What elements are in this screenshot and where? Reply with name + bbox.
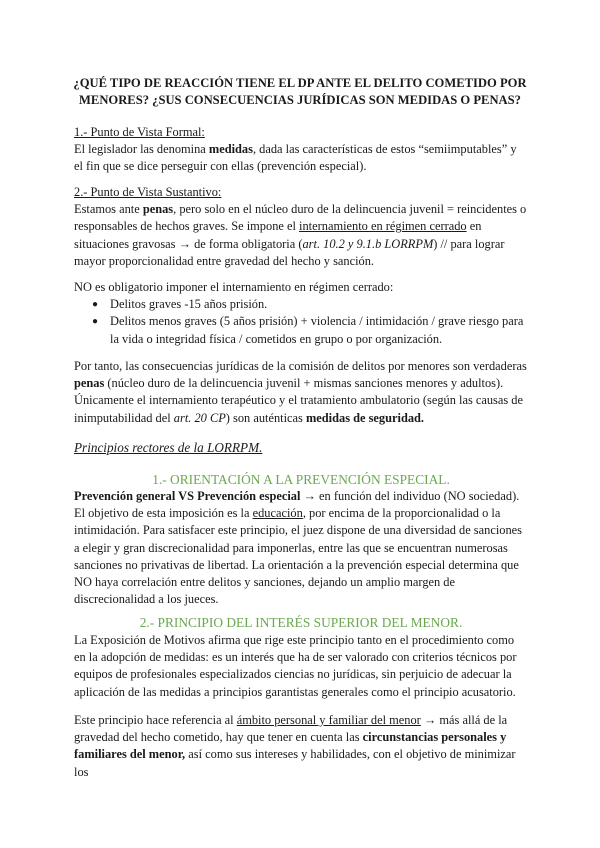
sustantivo-italic: art. 10.2 y 9.1.b LORRPM xyxy=(302,236,434,251)
section-1-underline: educación xyxy=(252,506,303,521)
section-2-underline: ámbito personal y familiar del menor xyxy=(236,713,421,727)
formal-heading: 1.- Punto de Vista Formal: xyxy=(74,125,205,139)
section-1-line-1 xyxy=(74,488,528,505)
list-item-text: Delitos graves -15 años prisión. xyxy=(110,297,268,312)
conclusion-text-a: Por tanto, las consecuencias jurídicas de la comisión de delitos por menores son verdaderas xyxy=(74,359,527,373)
formal-bold: medidas xyxy=(208,142,253,157)
list-item xyxy=(74,296,528,313)
list-item xyxy=(74,313,528,347)
section-1-paragraph xyxy=(74,505,528,608)
sustantivo-text-b: , pero solo en el núcleo duro de la delincuencia juvenil = reincidentes o responsables de hechos graves. Se impone el xyxy=(74,202,527,234)
principios-heading: Principios rectores de la LORRPM. xyxy=(74,440,263,455)
section-1-line-1-rest: → en función del individuo (NO sociedad). xyxy=(300,489,520,503)
sustantivo-underline: internamiento en régimen cerrado xyxy=(299,219,467,234)
sustantivo-paragraph xyxy=(74,201,528,270)
section-2-text-c: así como sus intereses y habilidades, con el objetivo de minimizar los xyxy=(74,747,516,779)
formal-text-rest: , dada las características de estos “semiimputables” y el fin que se dice perseguir con ellas (prevención especial). xyxy=(74,142,517,174)
sustantivo-text-d: ) // para lograr mayor proporcionalidad entre gravedad del hecho y sanción. xyxy=(74,236,505,268)
bullet-icon: ● xyxy=(92,316,99,328)
section-1-bold: Prevención general VS Prevención especial xyxy=(74,489,301,503)
bullet-icon: ● xyxy=(92,299,99,311)
section-2-heading: 2.- PRINCIPIO DEL INTERÉS SUPERIOR DEL MENOR. xyxy=(139,615,463,630)
sustantivo-text-a: Estamos ante xyxy=(74,202,143,217)
conclusion-text-b: (núcleo duro de la delincuencia juvenil + mismas sanciones menores y adultos). Únicamente el internamiento terapéutico y el tratamiento ambulatorio (según las causas de inimputabilidad del xyxy=(74,376,523,425)
sustantivo-text-c: en situaciones gravosas → de forma obligatoria ( xyxy=(74,219,482,251)
formal-paragraph xyxy=(74,141,528,175)
formal-text: El legislador las denomina xyxy=(74,142,209,157)
list-item-text: Delitos menos graves (5 años prisión) + violencia / intimidación / grave riesgo para la vida o integridad física / cometidos en grupo o por organización. xyxy=(110,314,524,346)
title-line-1: ¿QUÉ TIPO DE REACCIÓN TIENE EL DP ANTE EL DELITO COMETIDO POR xyxy=(73,76,527,90)
document-title xyxy=(70,75,530,109)
conclusion-bold-a: penas xyxy=(74,376,105,391)
section-2-text-a: Este principio hace referencia al xyxy=(74,713,237,727)
formal-section xyxy=(74,124,528,176)
conclusion-italic: art. 20 CP xyxy=(173,410,226,425)
section-1-text-a: El objetivo de esta imposición es la xyxy=(74,506,253,521)
no-obligatorio-section xyxy=(74,279,528,348)
conclusion-text-c: ) son auténticas xyxy=(225,410,306,425)
section-1-text-b: , por encima de la proporcionalidad o la intimidación. Para satisfacer este principio, el juez dispone de una diversidad de sanciones a elegir y gran discrecionalidad para imponerlas, entre las que se encuentran numerosas sanciones no privativas de libertad. La orientación a la prevención especial determina que NO haya correlación entre delitos y sanciones, dejando un amplio margen de discrecionalidad a los jueces. xyxy=(74,506,522,607)
no-obligatorio-list xyxy=(74,296,528,348)
no-obligatorio-intro: NO es obligatorio imponer el internamiento en régimen cerrado: xyxy=(74,280,394,294)
section-2-bold: circunstancias personales y familiares del menor, xyxy=(74,730,507,762)
section-2-paragraph-2 xyxy=(74,712,528,781)
sustantivo-heading: 2.- Punto de Vista Sustantivo: xyxy=(74,185,222,199)
conclusion-bold-c: medidas de seguridad. xyxy=(305,410,425,425)
sustantivo-section xyxy=(74,184,528,270)
section-2-paragraph-1: La Exposición de Motivos afirma que rige este principio tanto en el procedimiento como en la adopción de medidas: es un interés que ha de ser valorado con criterios técnicos por equipos de profesionales especializados ciencias no jurídicas, sin perjuicio de adecuar la aplicación de las medidas a principios garantistas generales como el principio acusatorio. xyxy=(74,633,517,699)
conclusion-paragraph xyxy=(74,358,528,427)
section-1-heading: 1.- ORIENTACIÓN A LA PREVENCIÓN ESPECIAL. xyxy=(152,472,450,487)
title-line-2: MENORES? ¿SUS CONSECUENCIAS JURÍDICAS SON MEDIDAS O PENAS? xyxy=(79,93,521,107)
sustantivo-bold: penas xyxy=(142,202,174,217)
section-1-body xyxy=(74,488,528,608)
section-2-text-b: → más allá de la gravedad del hecho cometido, hay que tener en cuenta las xyxy=(74,713,508,745)
